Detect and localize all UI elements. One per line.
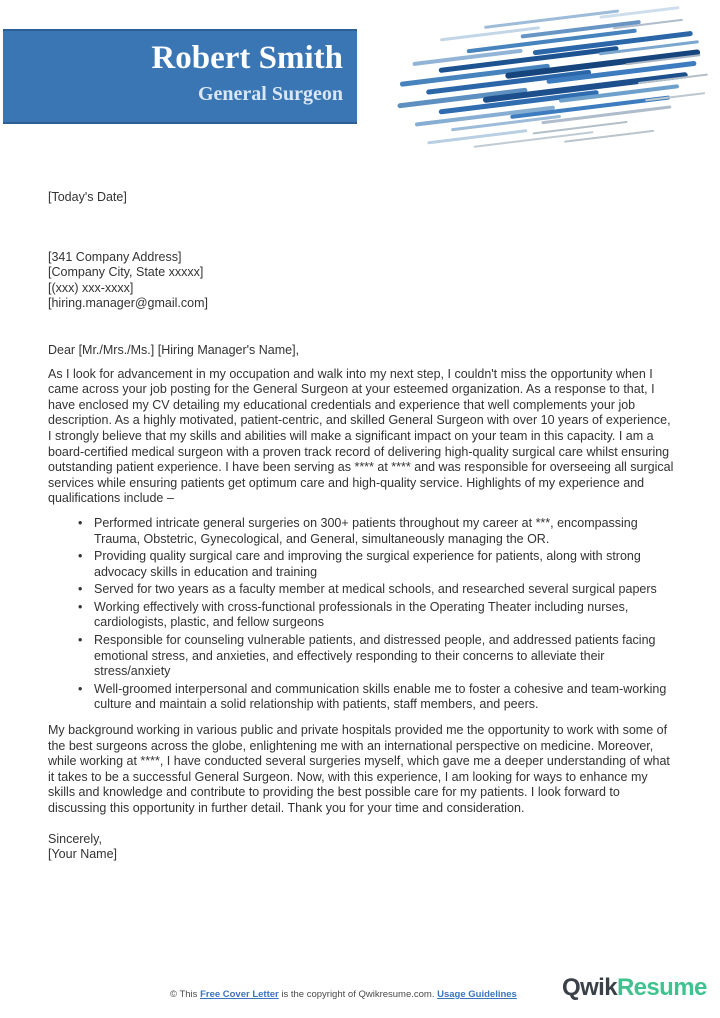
qualifications-list bbox=[48, 516, 676, 713]
address-line: [hiring.manager@gmail.com] bbox=[48, 296, 208, 311]
address-line: [(xxx) xxx-xxxx] bbox=[48, 280, 134, 295]
date-placeholder: [Today's Date] bbox=[48, 190, 127, 204]
salutation: Dear [Mr./Mrs./Ms.] [Hiring Manager's Name], bbox=[48, 342, 300, 357]
candidate-job-title: General Surgeon bbox=[198, 82, 343, 105]
address-line: [Company City, State xxxxx] bbox=[48, 265, 204, 280]
list-item: • Served for two years as a faculty member at medical schools, and researched several surgical papers bbox=[94, 582, 676, 598]
copyright-middle: is the copyright of Qwikresume.com. bbox=[278, 989, 438, 1000]
closing-salutation: Sincerely, bbox=[48, 831, 102, 846]
signature-placeholder: [Your Name] bbox=[48, 847, 118, 862]
list-item: • Well-groomed interpersonal and communication skills enable me to foster a cohesive and team-working culture and maintain a solid relationship with patients, staff members, and peers. bbox=[94, 682, 676, 713]
intro-paragraph: As I look for advancement in my occupation and walk into my next step, I couldn't miss the opportunity when I came across your job posting for the General Surgeon at your esteemed organization. As a response to that, I have enclosed my CV detailing my educational credentials and experience that well complements your job description. As a highly motivated, patient-centric, and skilled General Surgeon with over 10 years of experience, I strongly believe that my skills and abilities will make a significant impact on your team in this capacity. I am a board-certified medical surgeon with a proven track record of delivering high-quality surgical care whilst ensuring outstanding patient experience. I have been serving as **** at **** and was responsible for overseeing all surgical services while ensuring patients get optimum care and high-quality service. Highlights of my experience and qualifications include – bbox=[48, 366, 674, 506]
list-item: • Performed intricate general surgeries on 300+ patients throughout my career at ***, encompassing Trauma, Obstetric, Gynecological, and General, simultaneously managing the OR. bbox=[94, 516, 676, 547]
company-address-block bbox=[48, 250, 676, 312]
header-name-box bbox=[3, 29, 357, 124]
qwikresume-logo[interactable] bbox=[562, 974, 707, 1002]
candidate-name: Robert Smith bbox=[151, 40, 343, 76]
blue-streaks-graphic bbox=[386, 2, 718, 168]
free-cover-letter-link[interactable]: Free Cover Letter bbox=[200, 989, 279, 1000]
letter-body bbox=[48, 190, 676, 863]
copyright-prefix: © This bbox=[170, 989, 201, 1000]
usage-guidelines-link[interactable]: Usage Guidelines bbox=[437, 989, 517, 1000]
list-item: • Working effectively with cross-functional professionals in the Operating Theater including nurses, cardiologists, plastic, and fellow surgeons bbox=[94, 600, 676, 631]
footer-copyright bbox=[170, 989, 517, 1000]
list-item: • Providing quality surgical care and improving the surgical experience for patients, along with strong advocacy skills in education and training bbox=[94, 549, 676, 580]
closing-paragraph: My background working in various public and private hospitals provided me the opportunity to work with some of the best surgeons across the globe, enlightening me with an international perspective on medicine. Moreover, while working at ****, I have conducted several surgeries myself, which gave me a deeper understanding of what it takes to be a successful General Surgeon. Now, with this experience, I am looking for ways to enhance my skills and knowledge and contribute to providing the best possible care for my patients. I look forward to discussing this opportunity in further detail. Thank you for your time and consideration. bbox=[48, 723, 670, 815]
list-item: • Responsible for counseling vulnerable patients, and distressed people, and addressed patients facing emotional stress, and anxieties, and effectively responding to their concerns to alleviate their stress/anxiety bbox=[94, 633, 676, 680]
logo-text-resume: Resume bbox=[616, 974, 707, 1001]
address-line: [341 Company Address] bbox=[48, 249, 182, 264]
logo-text-qwik: Qwik bbox=[562, 974, 617, 1001]
